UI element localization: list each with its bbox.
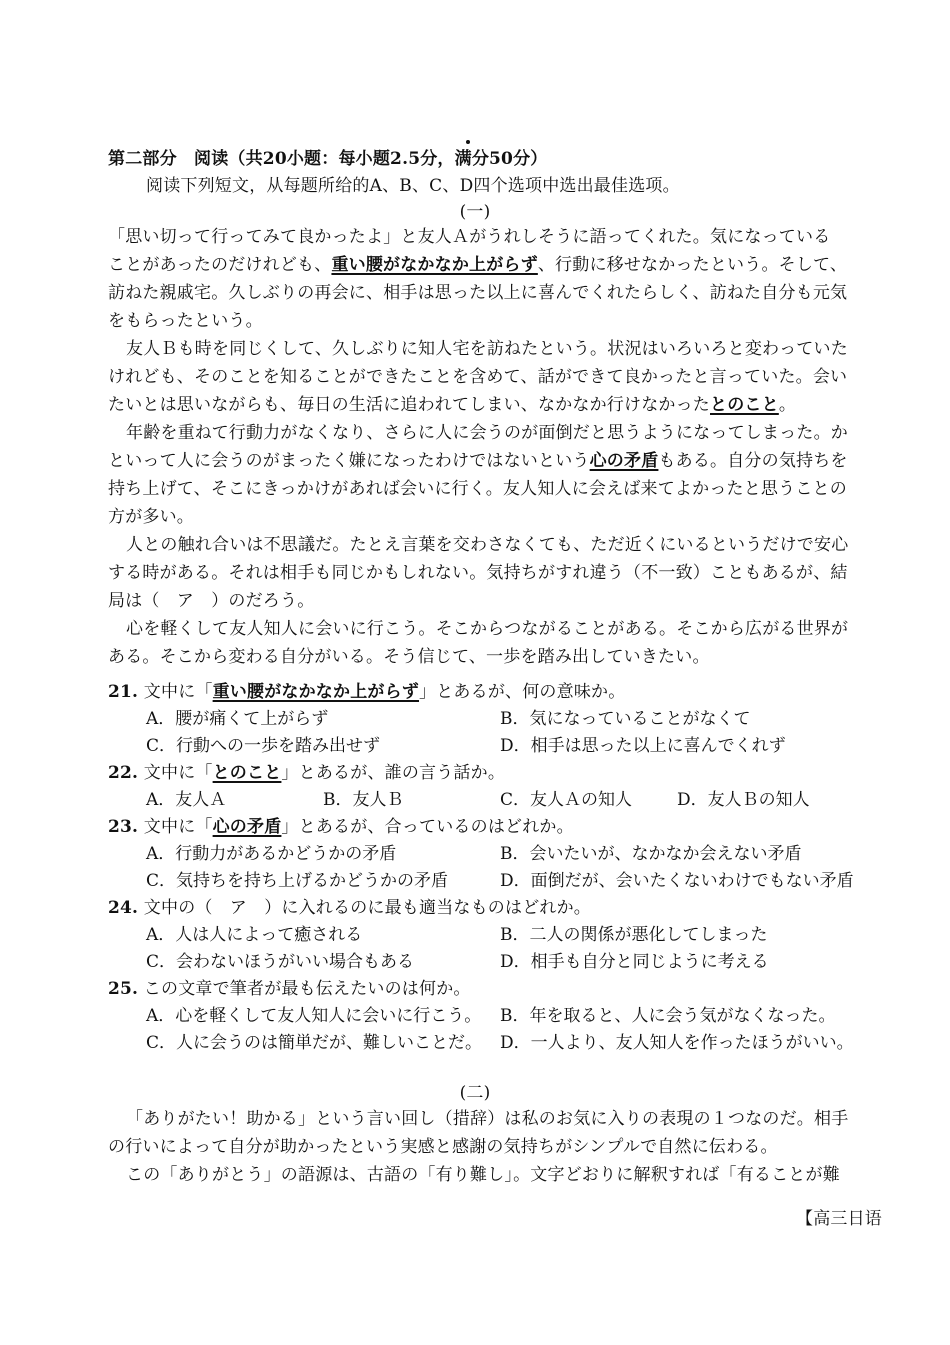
p3-line2: といって人に会うのがまったく嫌になったわけではないという心の矛盾もある。自分の気持ちを (108, 451, 848, 471)
underlined-phrase: 重い腰がなかなか上がらず (331, 255, 538, 275)
q21-option-c[interactable]: C．行動への一歩を踏み出せず (146, 736, 381, 756)
q21-option-d[interactable]: D．相手は思った以上に喜んでくれず (500, 736, 786, 756)
q23-option-a[interactable]: A．行動力があるかどうかの矛盾 (146, 844, 397, 864)
q21-option-b[interactable]: B．気になっていることがなくて (500, 709, 751, 729)
stray-mark (466, 140, 470, 144)
p5-line1: 心を軽くして友人知人に会いに行こう。そこからつながることがある。そこから広がる世界が (126, 619, 849, 639)
p4-line2: する時がある。それは相手も同じかもしれない。気持ちがすれ違う（不一致）こともあるが、結 (108, 563, 848, 583)
question-22-stem: 22. 文中に「とのこと」とあるが、誰の言う話か。 (108, 763, 506, 783)
passage2-heading: (二) (459, 1083, 491, 1103)
p2-line2: けれども、そのことを知ることができたことを含めて、話ができて良かったと言っていた。会い (108, 367, 848, 387)
q24-option-a[interactable]: A．人は人によって癒される (146, 925, 363, 945)
q25-option-d[interactable]: D．一人より、友人知人を作ったほうがいい。 (500, 1033, 854, 1053)
q24-option-b[interactable]: B．二人の関係が悪化してしまった (500, 925, 768, 945)
section-title: 第二部分 阅读（共20小题：每小题2.5分，满分50分） (108, 149, 548, 169)
p3-line4: 方が多い。 (108, 507, 194, 527)
q23-option-c[interactable]: C．気持ちを持ち上げるかどうかの矛盾 (146, 871, 449, 891)
q25-option-b[interactable]: B．年を取ると、人に会う気がなくなった。 (500, 1006, 836, 1026)
passage2-line1: 「ありがたい！助かる」という言い回し（措辞）は私のお気に入りの表現の１つなのだ。相手 (126, 1109, 849, 1129)
section-instruction: 阅读下列短文，从每题所给的A、B、C、D四个选项中选出最佳选项。 (146, 176, 680, 196)
question-23-stem: 23. 文中に「心の矛盾」とあるが、合っているのはどれか。 (108, 817, 574, 837)
question-21-stem: 21. 文中に「重い腰がなかなか上がらず」とあるが、何の意味か。 (108, 682, 626, 702)
q21-option-a[interactable]: A．腰が痛くて上がらず (146, 709, 329, 729)
q25-option-a[interactable]: A．心を軽くして友人知人に会いに行こう。 (146, 1006, 482, 1026)
p5-line2: ある。そこから変わる自分がいる。そう信じて、一歩を踏み出していきたい。 (108, 647, 710, 667)
passage2-line2: の行いによって自分が助かったという実感と感謝の気持ちがシンプルで自然に伝わる。 (108, 1137, 778, 1157)
passage2-line3: この「ありがとう」の語源は、古語の「有り難し」。文字どおりに解釈すれば「有ることが難 (126, 1165, 840, 1185)
q25-option-c[interactable]: C．人に会うのは簡単だが、難しいことだ。 (146, 1033, 483, 1053)
q22-option-a[interactable]: A．友人Ａ (146, 790, 227, 810)
p2-line1: 友人Ｂも時を同じくして、久しぶりに知人宅を訪ねたという。状況はいろいろと変わっていた (126, 339, 848, 359)
p1-line2: ことがあったのだけれども、重い腰がなかなか上がらず、行動に移せなかったという。そして、 (108, 255, 848, 275)
p3-line3: 持ち上げて、そこにきっかけがあれば会いに行く。友人知人に会えば来てよかったと思うことの (108, 479, 847, 499)
p1-line3: 訪ねた親戚宅。久しぶりの再会に、相手は思った以上に喜んでくれたらしく、訪ねた自分も元気 (108, 283, 848, 303)
p4-line1: 人との触れ合いは不思議だ。たとえ言葉を交わさなくても、ただ近くにいるというだけで安心 (126, 535, 849, 555)
p4-line3: 局は（ ア ）のだろう。 (108, 591, 315, 611)
passage1-heading: (一) (459, 202, 491, 222)
q22-option-c[interactable]: C．友人Ａの知人 (500, 790, 633, 810)
p1-line1: 「思い切って行ってみて良かったよ」と友人Ａがうれしそうに語ってくれた。気になっている (108, 227, 831, 247)
p1-line4: をもらったという。 (108, 311, 263, 331)
q24-option-d[interactable]: D．相手も自分と同じように考える (500, 952, 769, 972)
question-25-stem: 25. この文章で筆者が最も伝えたいのは何か。 (108, 979, 471, 999)
underlined-phrase: 心の矛盾 (589, 451, 659, 471)
q22-option-b[interactable]: B．友人Ｂ (323, 790, 404, 810)
q23-option-d[interactable]: D．面倒だが、会いたくないわけでもない矛盾 (500, 871, 854, 891)
p3-line1: 年齢を重ねて行動力がなくなり、さらに人に会うのが面倒だと思うようになってしまった。か (126, 423, 848, 443)
underlined-phrase: とのこと (710, 395, 779, 415)
q23-option-b[interactable]: B．会いたいが、なかなか会えない矛盾 (500, 844, 802, 864)
q24-option-c[interactable]: C．会わないほうがいい場合もある (146, 952, 415, 972)
question-24-stem: 24. 文中の（ ア ）に入れるのに最も適当なものはどれか。 (108, 898, 591, 918)
p2-line3: たいとは思いながらも、毎日の生活に追われてしまい、なかなか行けなかったとのこと。 (108, 395, 797, 415)
q22-option-d[interactable]: D．友人Ｂの知人 (677, 790, 810, 810)
footer-label: 【高三日语 (796, 1209, 882, 1229)
